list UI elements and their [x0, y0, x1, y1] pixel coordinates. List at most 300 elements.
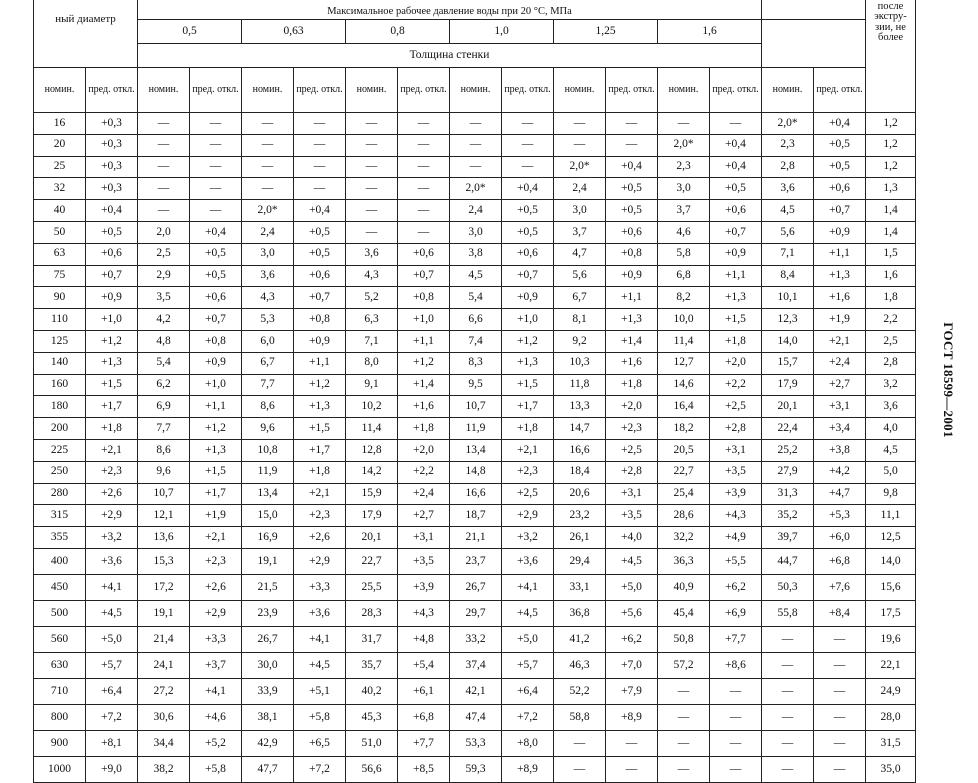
table-cell: +3,5	[398, 548, 450, 574]
table-cell: +0,5	[606, 200, 658, 222]
table-cell: +1,3	[294, 396, 346, 418]
extrusion-cell: 2,8	[866, 352, 916, 374]
table-cell: +2,7	[814, 374, 866, 396]
table-cell: 7,7	[138, 418, 190, 440]
table-row	[34, 200, 916, 222]
table-cell: 2,0*	[762, 113, 814, 135]
table-row	[34, 678, 916, 704]
table-row	[34, 548, 916, 574]
table-cell: 3,0	[450, 221, 502, 243]
table-cell: 27,9	[762, 461, 814, 483]
table-cell: 6,7	[242, 352, 294, 374]
subheader-deviation: пред. откл.	[710, 68, 762, 113]
table-cell: +2,5	[502, 483, 554, 505]
table-cell: +1,1	[606, 287, 658, 309]
table-cell: +0,9	[86, 287, 138, 309]
table-cell: 5,4	[138, 352, 190, 374]
table-cell: +0,3	[86, 178, 138, 200]
table-cell: +3,7	[190, 652, 242, 678]
table-cell: —	[242, 113, 294, 135]
extrusion-cell: 9,8	[866, 483, 916, 505]
table-cell: +0,5	[190, 265, 242, 287]
table-cell: 6,0	[242, 330, 294, 352]
table-cell: +0,3	[86, 134, 138, 156]
table-cell: 2,0*	[554, 156, 606, 178]
table-cell: +0,6	[814, 178, 866, 200]
extrusion-cell: 2,5	[866, 330, 916, 352]
table-cell: +0,4	[190, 221, 242, 243]
table-cell: +1,1	[294, 352, 346, 374]
table-cell: 50,8	[658, 626, 710, 652]
table-cell: +0,9	[814, 221, 866, 243]
diameter-cell: 63	[34, 243, 86, 265]
table-cell: +0,6	[606, 221, 658, 243]
table-cell: 3,0	[242, 243, 294, 265]
table-cell: +2,1	[502, 439, 554, 461]
table-cell: 16,6	[450, 483, 502, 505]
table-cell: 2,3	[762, 134, 814, 156]
extrusion-cell: 1,8	[866, 287, 916, 309]
table-cell: 32,2	[658, 527, 710, 549]
table-cell: +3,8	[814, 439, 866, 461]
header-row-pressure	[34, 0, 916, 20]
table-cell: —	[814, 704, 866, 730]
table-cell: 15,3	[138, 548, 190, 574]
table-cell: +7,2	[502, 704, 554, 730]
table-cell: +0,6	[398, 243, 450, 265]
diameter-cell: 1000	[34, 756, 86, 782]
table-cell: 10,0	[658, 309, 710, 331]
table-cell: +3,4	[814, 418, 866, 440]
table-cell: 11,4	[346, 418, 398, 440]
table-cell: +1,6	[606, 352, 658, 374]
table-cell: —	[502, 134, 554, 156]
extrusion-cell: 4,0	[866, 418, 916, 440]
table-cell: +0,5	[814, 156, 866, 178]
table-cell: +1,7	[502, 396, 554, 418]
table-cell: 38,1	[242, 704, 294, 730]
table-cell: +3,2	[502, 527, 554, 549]
extrusion-cell: 19,6	[866, 626, 916, 652]
table-cell: +1,0	[502, 309, 554, 331]
table-cell: 2,0*	[242, 200, 294, 222]
table-cell: 2,4	[450, 200, 502, 222]
table-cell: +3,3	[294, 574, 346, 600]
table-cell: +2,9	[86, 505, 138, 527]
table-cell: 14,6	[658, 374, 710, 396]
table-row	[34, 600, 916, 626]
table-cell: +3,9	[710, 483, 762, 505]
subheader-nominal: номин.	[242, 68, 294, 113]
extrusion-cell: 1,3	[866, 178, 916, 200]
subheader-nominal: номин.	[658, 68, 710, 113]
table-cell: 2,5	[138, 243, 190, 265]
table-cell: +2,9	[502, 505, 554, 527]
table-cell: 4,5	[450, 265, 502, 287]
table-cell: +4,8	[398, 626, 450, 652]
table-row	[34, 730, 916, 756]
table-cell: +0,8	[294, 309, 346, 331]
table-cell: +4,1	[502, 574, 554, 600]
table-cell: +3,1	[814, 396, 866, 418]
table-cell: 19,1	[242, 548, 294, 574]
table-cell: +1,9	[814, 309, 866, 331]
table-row	[34, 439, 916, 461]
table-cell: +8,0	[502, 730, 554, 756]
table-cell: +3,3	[190, 626, 242, 652]
extrusion-cell: 24,9	[866, 678, 916, 704]
table-cell: 2,0*	[658, 134, 710, 156]
table-cell: —	[762, 626, 814, 652]
table-cell: +3,5	[606, 505, 658, 527]
table-cell: 23,2	[554, 505, 606, 527]
table-cell: +8,4	[814, 600, 866, 626]
table-cell: 23,7	[450, 548, 502, 574]
table-cell: 57,2	[658, 652, 710, 678]
table-cell: +5,2	[190, 730, 242, 756]
table-cell: 20,6	[554, 483, 606, 505]
table-cell: 4,3	[242, 287, 294, 309]
table-cell: 24,1	[138, 652, 190, 678]
table-cell: —	[138, 113, 190, 135]
table-cell: 56,6	[346, 756, 398, 782]
table-cell: +0,6	[86, 243, 138, 265]
table-cell: —	[398, 200, 450, 222]
table-cell: +7,2	[86, 704, 138, 730]
table-cell: +2,0	[710, 352, 762, 374]
table-cell: 2,0	[138, 221, 190, 243]
table-cell: 20,5	[658, 439, 710, 461]
diameter-cell: 20	[34, 134, 86, 156]
table-cell: —	[814, 626, 866, 652]
pressure-2: 0,8	[346, 20, 450, 44]
pressure-5: 1,6	[658, 20, 762, 44]
table-cell: 6,7	[554, 287, 606, 309]
table-cell: —	[398, 156, 450, 178]
subheader-nominal: номин.	[554, 68, 606, 113]
table-cell: 20,1	[762, 396, 814, 418]
table-cell: +3,6	[86, 548, 138, 574]
table-cell: —	[450, 134, 502, 156]
table-row	[34, 265, 916, 287]
table-cell: 3,0	[554, 200, 606, 222]
table-cell: +3,1	[398, 527, 450, 549]
table-cell: 6,9	[138, 396, 190, 418]
diameter-cell: 800	[34, 704, 86, 730]
table-cell: 5,3	[242, 309, 294, 331]
table-cell: +2,0	[606, 396, 658, 418]
table-cell: 14,0	[762, 330, 814, 352]
extrusion-cell: 28,0	[866, 704, 916, 730]
table-cell: 29,7	[450, 600, 502, 626]
diameter-cell: 630	[34, 652, 86, 678]
table-cell: 3,5	[138, 287, 190, 309]
table-cell: 25,5	[346, 574, 398, 600]
table-cell: +1,5	[294, 418, 346, 440]
table-cell: 9,2	[554, 330, 606, 352]
table-row	[34, 396, 916, 418]
table-cell: 8,1	[554, 309, 606, 331]
pressure-1: 0,63	[242, 20, 346, 44]
table-cell: +6,9	[710, 600, 762, 626]
table-row	[34, 352, 916, 374]
table-cell: +1,5	[86, 374, 138, 396]
table-cell: 20,1	[346, 527, 398, 549]
table-cell: +2,6	[86, 483, 138, 505]
table-cell: +1,3	[606, 309, 658, 331]
diameter-cell: 16	[34, 113, 86, 135]
table-cell: 39,7	[762, 527, 814, 549]
diameter-cell: 225	[34, 439, 86, 461]
table-cell: 59,3	[450, 756, 502, 782]
table-cell: —	[710, 704, 762, 730]
table-cell: +1,5	[710, 309, 762, 331]
table-cell: 8,4	[762, 265, 814, 287]
diameter-cell: 140	[34, 352, 86, 374]
table-cell: +7,2	[294, 756, 346, 782]
table-cell: +0,6	[190, 287, 242, 309]
table-cell: +0,5	[502, 200, 554, 222]
table-cell: 6,8	[658, 265, 710, 287]
table-cell: 9,6	[242, 418, 294, 440]
table-cell: 33,2	[450, 626, 502, 652]
table-cell: 8,6	[242, 396, 294, 418]
table-cell: +5,0	[86, 626, 138, 652]
table-cell: 10,8	[242, 439, 294, 461]
diameter-cell: 40	[34, 200, 86, 222]
table-cell: 37,4	[450, 652, 502, 678]
table-cell: 47,4	[450, 704, 502, 730]
table-cell: 4,5	[762, 200, 814, 222]
subheader-nominal: номин.	[450, 68, 502, 113]
extrusion-cell: 22,1	[866, 652, 916, 678]
table-cell: +1,5	[502, 374, 554, 396]
table-cell: +0,4	[814, 113, 866, 135]
table-cell: 16,4	[658, 396, 710, 418]
table-cell: +2,2	[398, 461, 450, 483]
table-cell: —	[242, 156, 294, 178]
table-row	[34, 756, 916, 782]
diameter-cell: 900	[34, 730, 86, 756]
table-cell: —	[710, 756, 762, 782]
table-cell: +1,3	[814, 265, 866, 287]
table-cell: +0,4	[710, 156, 762, 178]
table-cell: +1,3	[710, 287, 762, 309]
table-cell: —	[762, 678, 814, 704]
table-cell: 9,5	[450, 374, 502, 396]
table-row	[34, 156, 916, 178]
table-cell: 11,9	[450, 418, 502, 440]
table-cell: —	[398, 134, 450, 156]
table-cell: +4,5	[294, 652, 346, 678]
diameter-cell: 160	[34, 374, 86, 396]
table-cell: +2,2	[710, 374, 762, 396]
table-cell: —	[710, 113, 762, 135]
table-cell: 15,0	[242, 505, 294, 527]
table-cell: +1,2	[86, 330, 138, 352]
table-cell: 3,8	[450, 243, 502, 265]
table-cell: +1,3	[190, 439, 242, 461]
table-cell: +2,9	[294, 548, 346, 574]
table-cell: +1,3	[86, 352, 138, 374]
table-cell: +0,8	[398, 287, 450, 309]
table-cell: +1,0	[398, 309, 450, 331]
table-cell: —	[294, 113, 346, 135]
table-cell: 35,2	[762, 505, 814, 527]
table-cell: +1,8	[502, 418, 554, 440]
table-cell: 21,1	[450, 527, 502, 549]
nominal-diameter-label: ный диаметр	[55, 13, 116, 25]
table-cell: 12,1	[138, 505, 190, 527]
table-cell: —	[294, 178, 346, 200]
table-cell: 16,9	[242, 527, 294, 549]
table-cell: 36,8	[554, 600, 606, 626]
subheader-nominal: номин.	[138, 68, 190, 113]
table-cell: 30,0	[242, 652, 294, 678]
table-cell: +0,9	[294, 330, 346, 352]
table-cell: —	[502, 113, 554, 135]
standard-side-text: ГОСТ 18599—2001	[941, 322, 956, 438]
table-cell: —	[190, 178, 242, 200]
table-cell: +2,1	[190, 527, 242, 549]
table-cell: 55,8	[762, 600, 814, 626]
table-cell: 8,0	[346, 352, 398, 374]
table-cell: 18,4	[554, 461, 606, 483]
table-cell: +2,8	[606, 461, 658, 483]
table-cell: 8,3	[450, 352, 502, 374]
table-cell: +2,8	[710, 418, 762, 440]
table-cell: 4,7	[554, 243, 606, 265]
diameter-cell: 125	[34, 330, 86, 352]
table-cell: —	[190, 134, 242, 156]
header-row-subcolumns	[34, 68, 916, 113]
table-cell: +2,9	[190, 600, 242, 626]
table-row	[34, 309, 916, 331]
table-cell: —	[762, 756, 814, 782]
table-cell: +2,3	[502, 461, 554, 483]
table-cell: 4,8	[138, 330, 190, 352]
table-cell: +4,1	[86, 574, 138, 600]
table-row	[34, 134, 916, 156]
table-row	[34, 418, 916, 440]
table-cell: +0,9	[606, 265, 658, 287]
table-cell: —	[710, 730, 762, 756]
table-cell: +6,5	[294, 730, 346, 756]
table-cell: +7,6	[814, 574, 866, 600]
table-cell: 3,6	[346, 243, 398, 265]
table-cell: 7,7	[242, 374, 294, 396]
table-cell: +2,3	[190, 548, 242, 574]
table-cell: —	[814, 756, 866, 782]
table-cell: +0,4	[606, 156, 658, 178]
table-cell: 10,7	[138, 483, 190, 505]
table-cell: 11,9	[242, 461, 294, 483]
table-cell: 5,6	[762, 221, 814, 243]
table-cell: +6,4	[502, 678, 554, 704]
subheader-nominal: номин.	[34, 68, 86, 113]
table-cell: 45,3	[346, 704, 398, 730]
diameter-cell: 90	[34, 287, 86, 309]
table-cell: 13,4	[242, 483, 294, 505]
table-cell: —	[554, 113, 606, 135]
extrusion-cell: 17,5	[866, 600, 916, 626]
table-cell: +0,5	[606, 178, 658, 200]
table-cell: +3,2	[86, 527, 138, 549]
table-cell: +5,0	[606, 574, 658, 600]
table-cell: 5,4	[450, 287, 502, 309]
table-cell: 10,2	[346, 396, 398, 418]
table-cell: 12,3	[762, 309, 814, 331]
table-cell: +8,9	[502, 756, 554, 782]
subheader-deviation: пред. откл.	[814, 68, 866, 113]
table-cell: +1,2	[398, 352, 450, 374]
diameter-cell: 32	[34, 178, 86, 200]
table-cell: +0,7	[190, 309, 242, 331]
table-cell: —	[606, 756, 658, 782]
table-cell: +2,7	[398, 505, 450, 527]
table-cell: 46,3	[554, 652, 606, 678]
table-cell: 18,7	[450, 505, 502, 527]
extrusion-cell: 1,5	[866, 243, 916, 265]
table-cell: 28,6	[658, 505, 710, 527]
table-cell: +2,4	[398, 483, 450, 505]
table-cell: +2,1	[86, 439, 138, 461]
table-row	[34, 527, 916, 549]
extrusion-cell: 15,6	[866, 574, 916, 600]
table-cell: +0,9	[710, 243, 762, 265]
table-cell: +1,8	[606, 374, 658, 396]
table-cell: 10,7	[450, 396, 502, 418]
table-cell: 8,6	[138, 439, 190, 461]
table-cell: —	[398, 113, 450, 135]
table-cell: +5,7	[86, 652, 138, 678]
table-row	[34, 704, 916, 730]
table-cell: 31,7	[346, 626, 398, 652]
table-cell: —	[190, 113, 242, 135]
table-cell: +1,4	[398, 374, 450, 396]
diameter-cell: 180	[34, 396, 86, 418]
table-cell: +5,6	[606, 600, 658, 626]
table-cell: +7,7	[398, 730, 450, 756]
table-cell: +0,5	[814, 134, 866, 156]
table-cell: 2,4	[242, 221, 294, 243]
table-cell: —	[450, 113, 502, 135]
table-cell: 33,1	[554, 574, 606, 600]
diameter-cell: 75	[34, 265, 86, 287]
table-cell: +1,8	[398, 418, 450, 440]
table-cell: +6,2	[606, 626, 658, 652]
table-cell: +4,9	[710, 527, 762, 549]
table-cell: +4,6	[190, 704, 242, 730]
table-cell: 21,4	[138, 626, 190, 652]
table-cell: 3,7	[554, 221, 606, 243]
table-cell: 14,8	[450, 461, 502, 483]
extrusion-cell: 1,6	[866, 265, 916, 287]
table-cell: —	[658, 678, 710, 704]
table-cell: 5,2	[346, 287, 398, 309]
table-cell: —	[762, 704, 814, 730]
table-cell: 47,7	[242, 756, 294, 782]
table-cell: +3,9	[398, 574, 450, 600]
table-cell: +2,0	[398, 439, 450, 461]
extrusion-cell: 1,2	[866, 134, 916, 156]
table-cell: 7,1	[762, 243, 814, 265]
table-cell: 2,9	[138, 265, 190, 287]
table-cell: +1,4	[606, 330, 658, 352]
table-cell: +1,0	[190, 374, 242, 396]
table-cell: 13,6	[138, 527, 190, 549]
subheader-nominal: номин.	[762, 68, 814, 113]
